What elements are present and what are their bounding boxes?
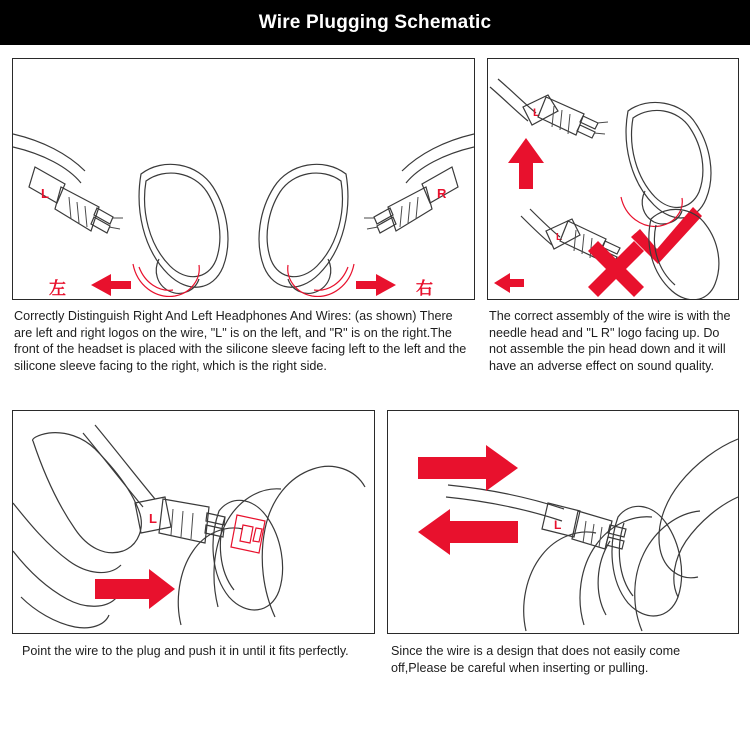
page-title: Wire Plugging Schematic — [258, 11, 492, 33]
panel-1-caption: Correctly Distinguish Right And Left Headphones And Wires: (as shown) There are left and right logos on the wire, "L" is on the left, and "R" is on the right.The front of the headset is placed with the silicone sleeve facing left to the left and the silicone sleeve facing to the right, which is the right side. — [14, 309, 467, 374]
svg-text:左: 左 — [49, 279, 66, 298]
figure-insert-wire-into-plug — [12, 410, 375, 634]
figure-insert-pull-wire — [387, 410, 739, 634]
panel-3-caption: Point the wire to the plug and push it in until it fits perfectly. — [22, 644, 349, 658]
svg-text:右: 右 — [416, 279, 433, 298]
push-arrow — [95, 569, 175, 609]
up-arrow — [508, 138, 544, 189]
svg-text:L: L — [41, 186, 49, 201]
svg-text:L: L — [554, 518, 562, 532]
panel-4-caption: Since the wire is a design that does not easily come off,Please be careful when inserting or pulling. — [391, 644, 681, 675]
panel-insert-wire — [12, 410, 375, 690]
panel-correct-assembly — [487, 58, 739, 398]
pull-arrow-left — [418, 509, 518, 555]
panel-careful-pulling — [387, 410, 739, 690]
figure-left-right-headphones — [12, 58, 475, 300]
figure-correct-incorrect-assembly — [487, 58, 739, 300]
check-mark-icon — [631, 207, 702, 264]
svg-text:L: L — [149, 511, 157, 526]
page-header — [0, 0, 750, 45]
left-direction-arrow — [91, 274, 131, 296]
svg-text:L: L — [533, 107, 540, 119]
panel-distinguish-left-right — [12, 58, 475, 398]
panel-2-caption: The correct assembly of the wire is with the needle head and "L R" logo facing up. Do not assemble the pin head down and it will have an adverse effect on sound quality. — [489, 309, 731, 374]
right-direction-arrow — [356, 274, 396, 296]
svg-text:R: R — [437, 186, 447, 201]
left-arrow-small — [494, 273, 524, 293]
cross-mark-icon — [588, 241, 644, 297]
insert-arrow-right — [418, 445, 518, 491]
panel-grid — [0, 45, 750, 750]
svg-text:L: L — [556, 232, 563, 243]
